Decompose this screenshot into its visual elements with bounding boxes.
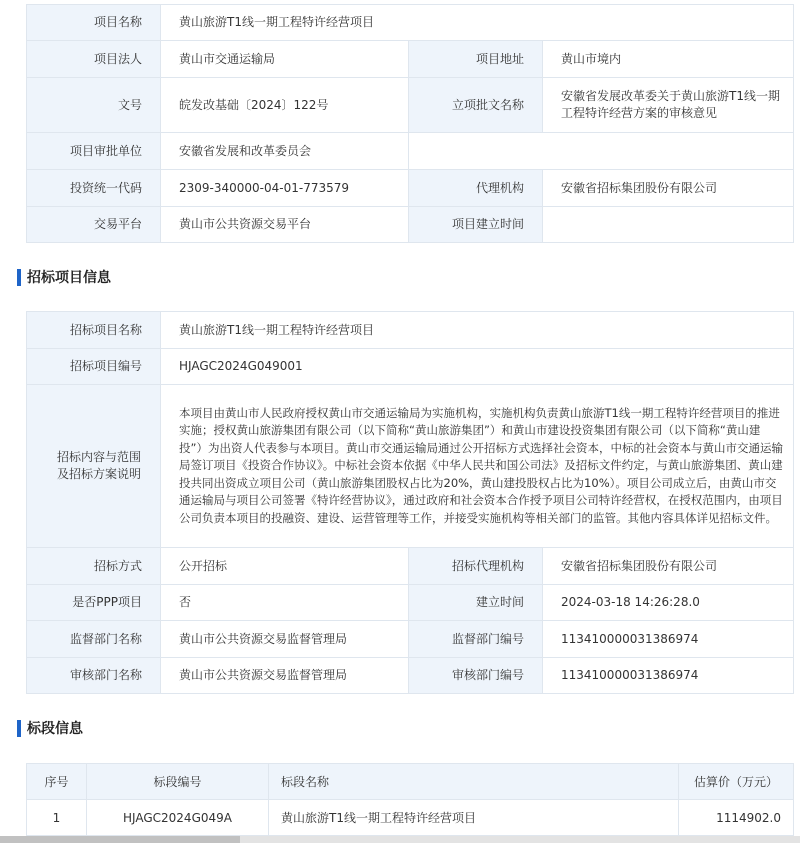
tender-method-label: 招标方式 [27,548,161,585]
approval-unit-label: 项目审批单位 [27,133,161,170]
bid-table-header [27,764,794,800]
review-dept-value: 黄山市公共资源交易监督管理局 [161,658,409,694]
bid-section-title: 标段信息 [27,721,83,737]
project-address-label: 项目地址 [409,41,543,78]
tender-info-heading [17,268,111,286]
created-time-value: 2024-03-18 14:26:28.0 [543,585,794,621]
platform-label: 交易平台 [27,207,161,243]
approval-unit-row [27,133,794,170]
project-doc-row [27,78,794,133]
section-accent-bar [17,269,21,286]
tender-scope-value: 本项目由黄山市人民政府授权黄山市交通运输局为实施机构，实施机构负责黄山旅游T1线一期工程特许经营项目的推进实施；授权黄山旅游集团有限公司（以下简称“黄山旅游集团”）和黄山市建设投资集团有限公司（以下简称“黄山建投”）为出资人代表参与本项目。黄山市交通运输局通过公开招标方式选择社会资本，中标的社会资本与黄山市交通运输局签订项目《投资合作协议》。中标社会资本依据《中华人民共和国公司法》及招标文件约定，与黄山旅游集团、黄山建投共同出资成立项目公司（黄山旅游集团股权占比为20%，黄山建投股权占比为10%）。项目公司成立后，由黄山市交通运输局与项目公司签署《特许经营协议》，通过政府和社会资本合作授予项目公司特许经营权，在授权范围内，由项目公司负责本项目的投融资、建设、运营管理等工作，并接受实施机构等相关部门的监管。其他内容具体详见招标文件。 [161,385,794,548]
invest-code-row [27,170,794,207]
bid-section-heading [17,719,83,737]
created-time-label: 建立时间 [409,585,543,621]
review-code-label: 审核部门编号 [409,658,543,694]
tender-agency-label: 招标代理机构 [409,548,543,585]
tender-code-value: HJAGC2024G049001 [161,349,794,385]
invest-code-label: 投资统一代码 [27,170,161,207]
tender-method-value: 公开招标 [161,548,409,585]
ppp-label: 是否PPP项目 [27,585,161,621]
project-doc-value: 皖发改基础〔2024〕122号 [161,78,409,133]
project-name-row [27,5,794,41]
col-header-price: 估算价（万元） [679,764,794,800]
platform-value: 黄山市公共资源交易平台 [161,207,409,243]
project-info-table [26,4,794,243]
project-legal-value: 黄山市交通运输局 [161,41,409,78]
tender-info-title: 招标项目信息 [27,270,111,286]
tender-agency-value: 安徽省招标集团股份有限公司 [543,548,794,585]
tender-code-row [27,349,794,385]
col-header-code: 标段编号 [87,764,269,800]
review-row [27,658,794,694]
bid-section-table [26,763,794,836]
agency-value: 安徽省招标集团股份有限公司 [543,170,794,207]
review-code-value: 113410000031386974 [543,658,794,694]
supervise-code-value: 11341000003138697​4 [543,621,794,658]
empty-cell [409,133,794,170]
project-name-label: 项目名称 [27,5,161,41]
supervise-row [27,621,794,658]
row-name: 黄山旅游T1线一期工程特许经营项目 [269,800,679,836]
tender-name-row [27,312,794,349]
project-legal-row [27,41,794,78]
project-name-value: 黄山旅游T1线一期工程特许经营项目 [161,5,794,41]
project-address-value: 黄山市境内 [543,41,794,78]
tender-scope-row [27,385,794,548]
approval-doc-value: 安徽省发展改革委关于黄山旅游T1线一期工程特许经营方案的审核意见 [543,78,794,133]
supervise-dept-label: 监督部门名称 [27,621,161,658]
agency-label: 代理机构 [409,170,543,207]
tender-code-label: 招标项目编号 [27,349,161,385]
section-accent-bar [17,720,21,737]
ppp-value: 否 [161,585,409,621]
col-header-index: 序号 [27,764,87,800]
approval-doc-label: 立项批文名称 [409,78,543,133]
col-header-name: 标段名称 [269,764,679,800]
row-index: 1 [27,800,87,836]
tender-name-value: 黄山旅游T1线一期工程特许经营项目 [161,312,794,349]
review-dept-label: 审核部门名称 [27,658,161,694]
horizontal-scrollbar[interactable] [0,836,800,843]
row-code: HJAGC2024G049A [87,800,269,836]
supervise-code-label: 监督部门编号 [409,621,543,658]
tender-method-row [27,548,794,585]
approval-unit-value: 安徽省发展和改革委员会 [161,133,409,170]
tender-scope-label: 招标内容与范围及招标方案说明 [27,385,161,548]
project-legal-label: 项目法人 [27,41,161,78]
platform-row [27,207,794,243]
setup-time-value [543,207,794,243]
supervise-dept-value: 黄山市公共资源交易监督管理局 [161,621,409,658]
scrollbar-thumb[interactable] [0,836,240,843]
tender-info-table [26,311,794,694]
tender-name-label: 招标项目名称 [27,312,161,349]
invest-code-value: 2309-340000-04-01-773579 [161,170,409,207]
setup-time-label: 项目建立时间 [409,207,543,243]
table-row [27,800,794,836]
row-price: 1114902.0 [679,800,794,836]
project-doc-label: 文号 [27,78,161,133]
ppp-row [27,585,794,621]
